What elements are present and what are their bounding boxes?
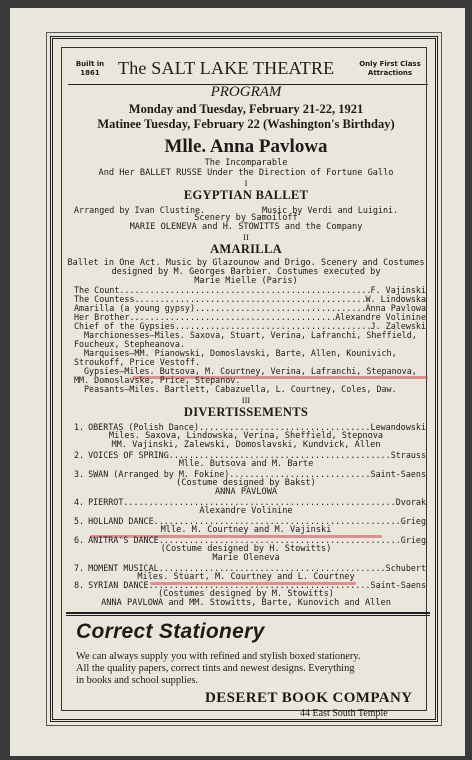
amarilla-desc: Marie Mielle (Paris) — [194, 276, 298, 286]
ad-divider — [66, 612, 430, 614]
egyptian-scenery: Scenery by Samoiloff — [194, 213, 298, 223]
item-cast: Marie Oleneva — [212, 553, 280, 563]
section-numeral: II — [243, 232, 249, 242]
divertissement-item: 5. HOLLAND DANCE ..... Grieg — [74, 516, 426, 527]
company-name: DESERET BOOK COMPANY — [205, 690, 413, 706]
amarilla-title: AMARILLA — [210, 242, 282, 256]
gypsies-line: Gypsies—Miles. Butsova, M. Courtney, Verina, Lafranchi, Stepanova, — [84, 366, 417, 376]
egyptian-music: Music by Verdi and Luigini. — [262, 205, 399, 215]
item-cast: Miles. Saxova, Lindowska, Verina, Sheffield, Stepnova — [108, 431, 384, 441]
egyptian-ballet-title: EGYPTIAN BALLET — [183, 188, 309, 202]
theatre-name: The SALT LAKE THEATRE — [118, 58, 335, 78]
divertissement-item: 1. OBERTAS (Polish Dance) ..... Lewandowski — [74, 422, 426, 433]
star-name: Mlle. Anna Pavlowa — [164, 136, 328, 157]
cast-row: The Countess ..... W. Lindowska — [74, 294, 426, 305]
marchionesses-line: Marchionesses—Miles. Saxova, Stuart, Verina, Lafranchi, Sheffield, — [84, 330, 417, 340]
marquises-line: Stroukoff, Price Vestoff. — [74, 357, 201, 367]
divertissement-item: 2. VOICES OF SPRING ..... Strauss — [74, 450, 426, 461]
matinee-date: Matinee Tuesday, February 22 (Washington's Birthday) — [97, 117, 395, 131]
cast-row: Amarilla (a young gypsy) ..... Anna Pavlowa — [74, 303, 426, 314]
divertissement-item: 4. PIERROT ..... Dvorak — [74, 497, 426, 508]
cast-row: Her Brother ..... Alexandre Volinine — [74, 312, 426, 323]
section-numeral: III — [241, 395, 251, 405]
item-cast: Alexandre Volinine — [199, 506, 293, 516]
amarilla-desc: designed by M. Georges Barbier. Costumes executed by — [111, 267, 381, 277]
program-title: PROGRAM — [210, 84, 282, 100]
ad-text: in books and school supplies. — [76, 675, 199, 686]
item-cast: Mlle. M. Courtney and M. Vajinski — [160, 525, 332, 535]
egyptian-arranged: Arranged by Ivan Clustine. — [74, 205, 206, 215]
incomparable-line: The Incomparable — [204, 158, 288, 168]
amarilla-desc: Ballet in One Act. Music by Glazounow and Drigo. Scenery and Costumes — [67, 258, 425, 268]
item-cast: ANNA PAVLOWA — [214, 487, 278, 497]
divertissement-item: 8. SYRIAN DANCE ..... Saint-Saens — [74, 580, 426, 591]
ad-title: Correct Stationery — [76, 620, 265, 643]
built-in-label: Built in 1861 — [75, 60, 105, 77]
divertissements-title: DIVERTISSEMENTS — [183, 405, 309, 419]
section-numeral: I — [244, 178, 248, 188]
marchionesses-line: Foucheux, Stepheanova. — [74, 339, 185, 349]
ballet-russe-line: And Her BALLET RUSSE Under the Direction of Fortune Gallo — [98, 168, 394, 178]
divertissement-item: 3. SWAN (Arranged by M. Fokine) ..... Saint-Saens — [74, 469, 426, 480]
first-class-label: Only First Class Attractions — [359, 60, 421, 77]
company-address: 44 East South Temple — [300, 708, 388, 719]
item-cast: ANNA PAVLOWA and MM. Stowitts, Barte, Kunovich and Allen — [101, 598, 391, 608]
egyptian-cast: MARIE OLENEVA and H. STOWITTS and the Company — [129, 222, 363, 232]
item-costume: (Costumes designed by M. Stowitts) — [158, 589, 334, 599]
item-costume: (Costume designed by H. Stowitts) — [160, 544, 332, 554]
cast-row: Chief of the Gypsies ..... J. Zalewski — [74, 321, 426, 332]
item-costume: (Costume designed by Bakst) — [176, 478, 316, 488]
ad-divider — [66, 615, 430, 616]
item-cast: MM. Vajinski, Zalewski, Domoslavski, Kundvick, Allen — [111, 440, 381, 450]
peasants-line: Peasants—Miles. Bartlett, Cabazuella, L. Courtney, Coles, Daw. — [84, 384, 397, 394]
item-cast: Mlle. Butsova and M. Barte — [178, 459, 314, 469]
ad-text: All the quality papers, correct tints and newest designs. Everything — [76, 663, 355, 674]
performance-dates: Monday and Tuesday, February 21-22, 1921 — [128, 102, 364, 116]
divertissement-item: 7. MOMENT MUSICAL ..... Schubert — [74, 563, 426, 574]
divertissement-item: 6. ANITRA'S DANCE ..... Grieg — [74, 535, 426, 546]
ad-text: We can always supply you with refined and stylish boxed stationery. — [76, 651, 361, 662]
cast-row: The Count ..... F. Vajinski — [74, 285, 426, 296]
marquises-line: Marquises—MM. Pianowski, Domoslavski, Barte, Allen, Kounivich, — [84, 348, 397, 358]
item-cast: Miles. Stuart, M. Courtney and L. Courtney — [137, 572, 355, 582]
gypsies-line: MM. Domoslavske, Price, Stepanov. — [74, 375, 241, 385]
